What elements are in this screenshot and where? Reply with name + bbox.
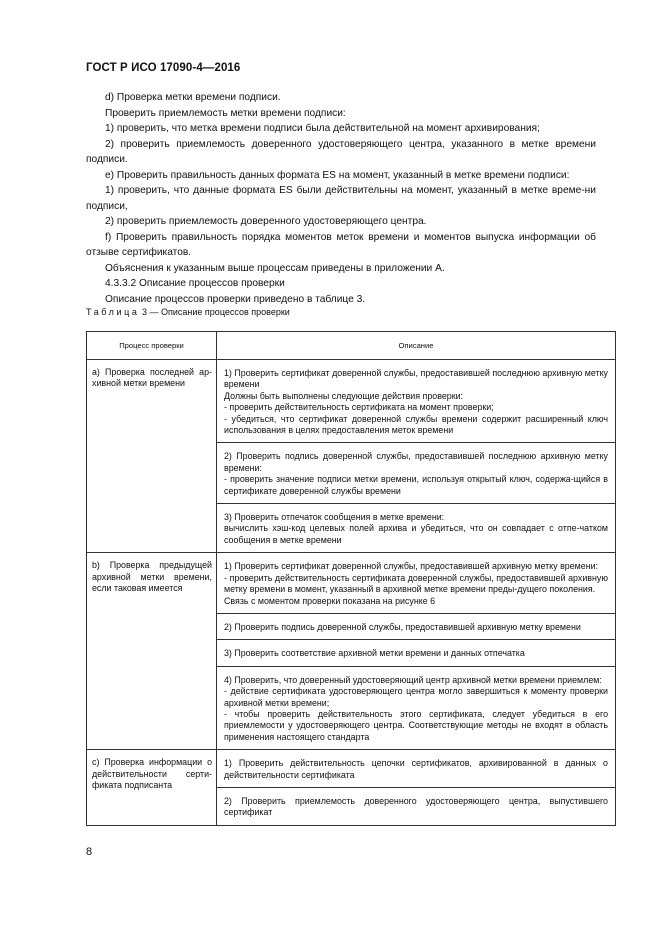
column-header-process: Процесс проверки — [87, 332, 217, 360]
paragraph: Описание процессов проверки приведено в таблице 3. — [105, 293, 366, 305]
description-cell — [217, 640, 616, 666]
paragraph: Проверить приемлемость метки времени подписи: — [105, 107, 346, 119]
description-line: - чтобы проверить действительность этого сертификата, следует убедиться в его приемлемости у удостоверяющего центра. Соответствующие методы не входят в область применения настоящего стандарта — [224, 708, 608, 742]
description-cell — [217, 666, 616, 749]
description-cell — [217, 750, 616, 788]
table-header-row — [87, 332, 616, 360]
description-line: вычислить хэш-код целевых полей архива и убедиться, что он совпадает с отпе-чатком сообщения в метке времени — [224, 523, 608, 545]
table-row — [87, 553, 616, 614]
description-line: 2) Проверить подпись доверенной службы, предоставившей последнюю архивную метку времени: — [224, 451, 608, 473]
paragraph: 2) проверить приемлемость доверенного удостоверяющего центра. — [105, 216, 427, 227]
body-text — [86, 90, 596, 307]
column-header-description: Описание — [217, 332, 616, 360]
description-cell — [217, 787, 616, 825]
section-heading: 4.3.3.2 Описание процессов проверки — [105, 278, 285, 289]
description-line: - проверить действительность сертификата доверенной службы, предоставившей архивную метку времени в момент, указанный в архивной метке времени преды-дущего поколения. — [224, 572, 608, 595]
description-cell — [217, 613, 616, 639]
description-line: 1) Проверить сертификат доверенной службы, предоставившей последнюю архивную метку времени — [224, 368, 608, 390]
description-line: 3) Проверить соответствие архивной метки времени и данных отпечатка — [224, 648, 525, 659]
description-cell — [217, 360, 616, 443]
description-cell — [217, 504, 616, 553]
table-body — [87, 360, 616, 826]
process-cell: a) Проверка последней ар-хивной метки времени — [87, 360, 217, 553]
document-header: ГОСТ Р ИСО 17090-4—2016 — [86, 62, 241, 74]
description-line: 2) Проверить приемлемость доверенного удостоверяющего центра, выпустившего сертификат — [224, 795, 608, 818]
table-row — [87, 750, 616, 788]
description-line: Должны быть выполнены следующие действия проверки: — [224, 390, 464, 401]
paragraph: f) Проверить правильность порядка моментов меток времени и моментов выпуска информации об отзыве сертификатов. — [86, 231, 596, 258]
paragraph: Объяснения к указанным выше процессам приведены в приложении А. — [105, 262, 445, 274]
page-number: 8 — [86, 846, 93, 858]
table-row — [87, 360, 616, 443]
description-line: 4) Проверить, что доверенный удостоверяющий центр архивной метки времени приемлем: — [224, 674, 602, 685]
process-cell: c) Проверка информации о действительности серти-фиката подписанта — [87, 750, 217, 826]
description-line: 1) Проверить сертификат доверенной службы, предоставившей архивную метку времени: — [224, 561, 599, 572]
description-line: - проверить действительность сертификата на момент проверки; — [224, 402, 494, 413]
description-cell — [217, 553, 616, 614]
paragraph: 1) проверить, что метка времени подписи была действительной на момент архивирования; — [105, 123, 540, 134]
description-line: Связь с моментом проверки показана на рисунке 6 — [224, 595, 436, 606]
description-line: - проверить значение подписи метки времени, используя открытый ключ, содержа-щийся в сертификате доверенной службы времени — [224, 474, 608, 496]
description-line: - действие сертификата удостоверяющего центра могло завершиться к моменту проверки архивной метки времени; — [224, 686, 608, 708]
description-line: 3) Проверить отпечаток сообщения в метке времени: — [224, 512, 445, 523]
table-caption — [86, 307, 290, 317]
process-cell: b) Проверка предыдущей архивной метки времени, если таковая имеется — [87, 553, 217, 750]
paragraph: d) Проверка метки времени подписи. — [105, 92, 281, 103]
description-cell — [217, 443, 616, 504]
description-line: 1) Проверить действительность цепочки сертификатов, архивированной в данных о действительности сертификата — [224, 758, 608, 780]
description-line: 2) Проверить подпись доверенной службы, предоставившей архивную метку времени — [224, 621, 581, 632]
verification-table — [86, 331, 616, 826]
paragraph: 1) проверить, что данные формата ES были действительны на момент, указанный в метке време-ни подписи, — [86, 185, 596, 212]
paragraph: e) Проверить правильность данных формата ES на момент, указанный в метке времени подписи: — [105, 169, 570, 181]
description-line: - убедиться, что сертификат доверенной службы времени содержит расширенный ключ использования в целях предоставления меток времени — [224, 413, 608, 436]
paragraph: 2) проверить приемлемость доверенного удостоверяющего центра, указанного в метке времени подписи. — [86, 138, 596, 165]
table-caption-label: Таблица — [86, 307, 140, 317]
table-caption-text: 3 — Описание процессов проверки — [142, 307, 290, 317]
